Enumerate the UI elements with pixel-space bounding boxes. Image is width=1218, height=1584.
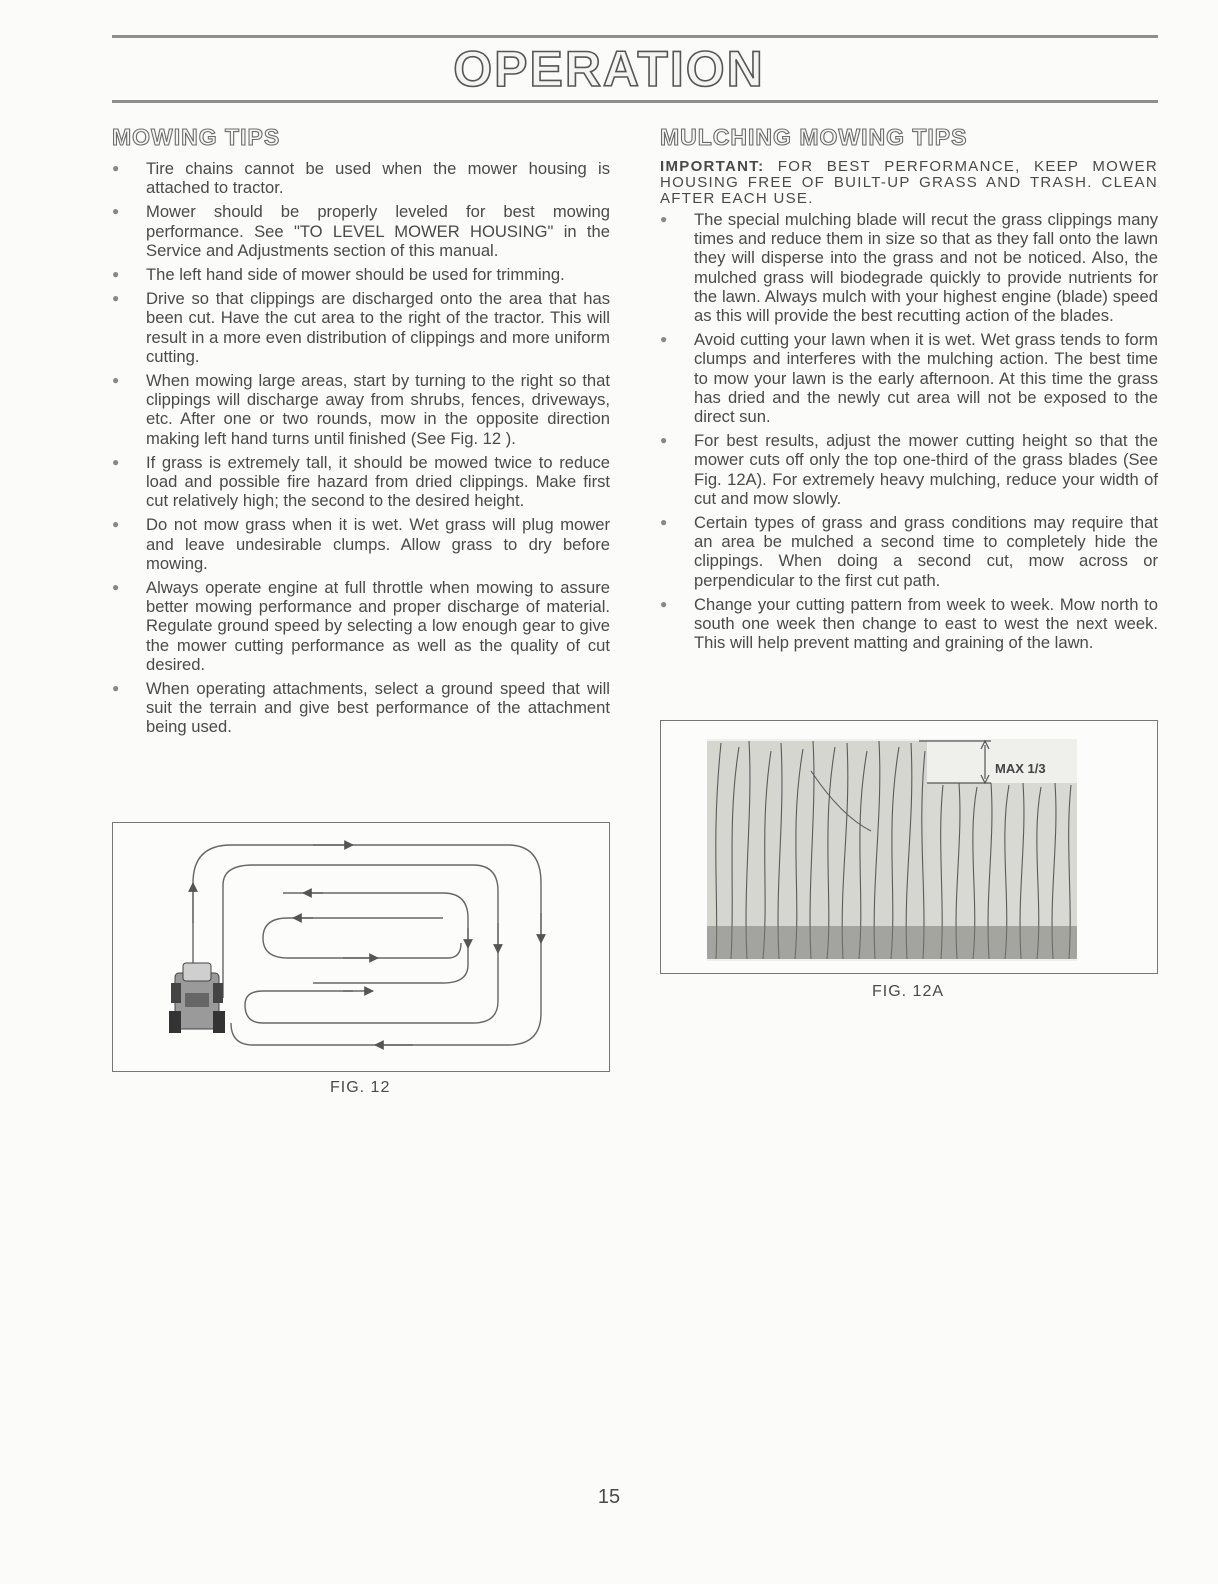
important-notice <box>660 159 1158 207</box>
tip-text: When operating attachments, select a ground speed that will suit the terrain and give best performance of the attachment being used. <box>146 679 610 737</box>
max-cut-label: MAX 1/3 <box>995 761 1046 776</box>
tip-text: If grass is extremely tall, it should be mowed twice to reduce load and possible fire hazard from dried clippings. Make first cut relatively high; the second to the desired height. <box>146 452 610 511</box>
bullet-icon: ● <box>112 681 120 696</box>
tip-text: Avoid cutting your lawn when it is wet. Wet grass tends to form clumps and interferes with the mulching action. The best time to mow your lawn is the early afternoon. At this time the grass has dried and the newly cut area will not be exposed to the direct sun. <box>694 330 1158 427</box>
mulching-tips-heading: MULCHING MOWING TIPS <box>660 124 968 150</box>
list-item <box>660 513 1158 590</box>
bullet-icon: ● <box>112 373 120 388</box>
grass-height-diagram <box>661 721 1157 973</box>
fig-12-caption: FIG. 12 <box>330 1079 391 1096</box>
list-item <box>112 289 610 366</box>
list-item <box>112 202 610 260</box>
list-item <box>112 515 610 573</box>
mulching-tips-list <box>660 210 1158 652</box>
bullet-icon: ● <box>660 212 668 226</box>
list-item <box>660 210 1158 325</box>
tip-text: Certain types of grass and grass conditions may require that an area be mulched a second time to completely hide the clippings. When doing a second cut, mow across or perpendicular to the first cut path. <box>694 513 1158 590</box>
list-item <box>112 371 610 448</box>
bullet-icon: ● <box>112 161 120 175</box>
header-rule-bottom <box>112 100 1158 103</box>
third-pass-path <box>283 893 468 983</box>
list-item <box>660 595 1158 653</box>
list-item <box>112 578 610 674</box>
bullet-icon: ● <box>660 596 668 611</box>
tip-text: Mower should be properly leveled for best mowing performance. See "TO LEVEL MOWER HOUSING" in the Service and Adjustments section of this manual. <box>146 202 610 260</box>
fig-12a-caption: FIG. 12A <box>872 983 945 1000</box>
important-text: FOR BEST PERFORMANCE, KEEP MOWER HOUSING FREE OF BUILT-UP GRASS AND TRASH. CLEAN AFTER EACH USE. <box>660 158 1159 207</box>
bullet-icon: ● <box>660 433 668 448</box>
mowing-tips-heading: MOWING TIPS <box>112 124 281 150</box>
tip-text: Tire chains cannot be used when the mower housing is attached to tractor. <box>146 159 610 198</box>
bullet-icon: ● <box>112 291 120 306</box>
bullet-icon: ● <box>112 267 120 282</box>
tip-text: The left hand side of mower should be used for trimming. <box>146 265 565 285</box>
mowing-tips-list <box>112 159 610 737</box>
tip-text: When mowing large areas, start by turning to the right so that clippings will discharge away from shrubs, fences, driveways, etc. After one or two rounds, mow in the opposite direction making left hand turns until finished (See Fig. 12 ). <box>146 371 610 448</box>
tip-text: The special mulching blade will recut the grass clippings many times and reduce them in size so that as they fall onto the lawn they will disperse into the grass and not be noticed. Also, the mulched grass will biodegrade quickly to provide nutrients for the lawn. Always mulch with your highest engine (blade) speed as this will provide the best recutting action of the blades. <box>694 210 1158 326</box>
page-title: OPERATION <box>453 41 765 97</box>
grass-height-figure <box>660 720 1158 974</box>
mulching-tips-section <box>660 124 1158 657</box>
mowing-pattern-figure <box>112 822 610 1072</box>
tip-text: Do not mow grass when it is wet. Wet grass will plug mower and leave undesirable clumps. Allow grass to dry before mowing. <box>146 515 610 573</box>
mowing-tips-section <box>112 124 610 742</box>
list-item <box>112 265 610 284</box>
tip-text: Change your cutting pattern from week to week. Mow north to south one week then change to east to west the next week. This will help prevent matting and graining of the lawn. <box>694 594 1158 653</box>
tip-text: Drive so that clippings are discharged onto the area that has been cut. Have the cut area to the right of the tractor. This will result in a more even distribution of clippings and more uniform cutting. <box>146 289 610 366</box>
list-item <box>112 453 610 511</box>
bullet-icon: ● <box>660 332 668 347</box>
list-item <box>660 431 1158 508</box>
list-item <box>112 159 610 197</box>
bullet-icon: ● <box>112 454 120 469</box>
tip-text: Always operate engine at full throttle when mowing to assure better mowing performance and proper discharge of material. Regulate ground speed by selecting a low enough gear to give the mower cutting performance as well as the quality of cut desired. <box>146 578 610 674</box>
important-label: IMPORTANT: <box>660 158 765 175</box>
outer-pass-path <box>193 845 541 1045</box>
list-item <box>112 679 610 737</box>
mowing-pattern-diagram <box>113 823 609 1071</box>
page-number: 15 <box>597 1486 621 1508</box>
tip-text: For best results, adjust the mower cutting height so that the mower cuts off only the top one-third of the grass blades (See Fig. 12A). For extremely heavy mulching, reduce your width of cut and mow slowly. <box>694 431 1158 508</box>
bullet-icon: ● <box>112 580 120 595</box>
tractor-icon <box>169 963 225 1033</box>
bullet-icon: ● <box>660 515 668 530</box>
list-item <box>660 330 1158 426</box>
header-rule-top <box>112 35 1158 38</box>
bullet-icon: ● <box>112 517 120 532</box>
inner-pass-path <box>263 918 461 958</box>
bullet-icon: ● <box>112 204 120 219</box>
